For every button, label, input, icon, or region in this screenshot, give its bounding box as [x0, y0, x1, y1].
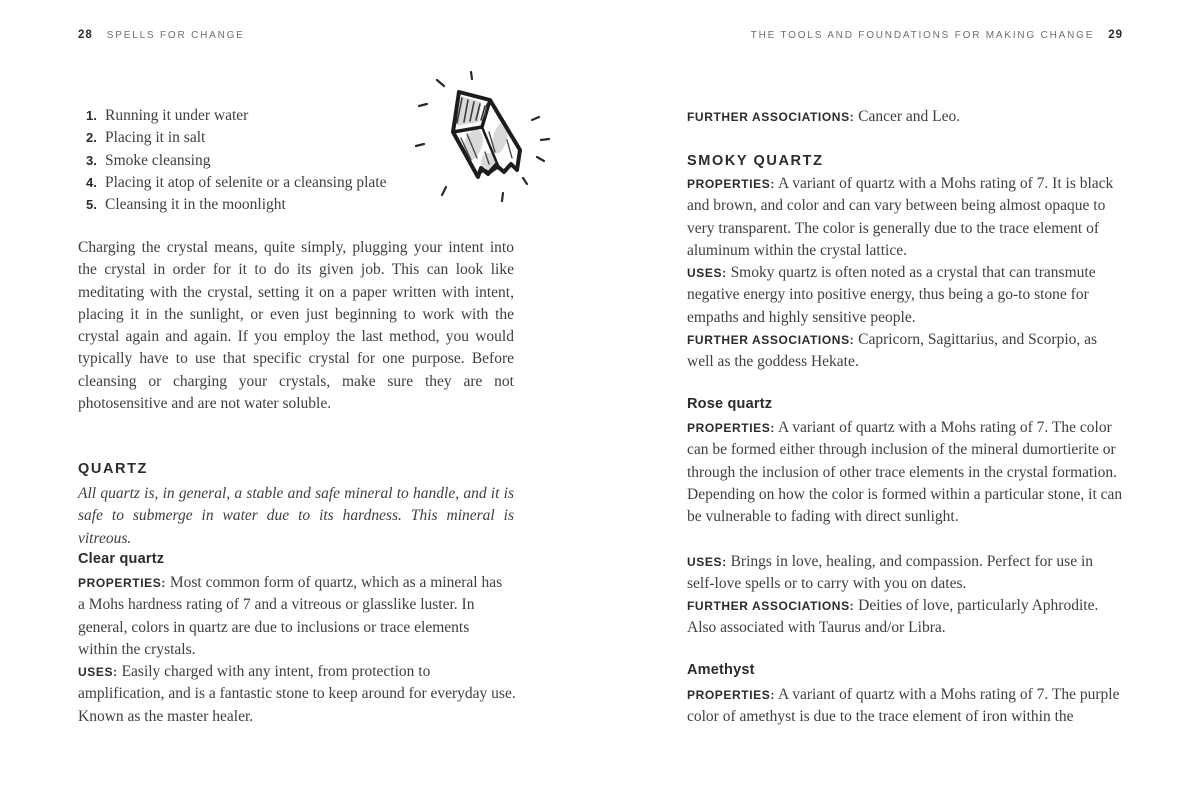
smoky-quartz-uses [687, 262, 1123, 329]
clear-quartz-further-associations [687, 106, 1123, 128]
further-associations-label: FURTHER ASSOCIATIONS: [687, 599, 855, 613]
rose-quartz-uses [687, 551, 1107, 596]
clear-quartz-properties [78, 572, 508, 661]
list-item-text: Placing it atop of selenite or a cleansing plate [105, 173, 387, 191]
right-running-head [687, 29, 1123, 41]
left-running-head-title: SPELLS FOR CHANGE [106, 30, 245, 41]
uses-label: USES: [687, 266, 727, 280]
left-running-head [78, 29, 245, 41]
clear-quartz-uses [78, 661, 518, 728]
list-item-text: Smoke cleansing [105, 151, 211, 169]
uses-text: Easily charged with any intent, from protection to amplification, and is a fantastic stone to keep around for everyday use. Known as the master healer. [78, 663, 516, 725]
list-item-text: Placing it in salt [105, 129, 206, 147]
list-item-number: 4. [86, 174, 97, 190]
properties-label: PROPERTIES: [687, 688, 775, 702]
list-item-number: 1. [86, 108, 97, 123]
uses-text: Smoky quartz is often noted as a crystal that can transmute negative energy into positive energy, thus being a go-to stone for empaths and highly sensitive people. [687, 264, 1096, 326]
list-item-number: 3. [86, 152, 97, 168]
list-item-text: Cleansing it in the moonlight [105, 196, 286, 214]
amethyst-properties [687, 684, 1123, 729]
charging-paragraph: Charging the crystal means, quite simply, plugging your intent into the crystal in order for it to do its given job. This can look like meditating with the crystal, setting it on a paper written with intent, placing it in the sunlight, or even just beginning to work with the crystal again and again. If you employ the last method, you would typically have to use that specific crystal for one purpose. Before cleansing or charging your crystals, make sure they are not photosensitive and are not water soluble. [78, 239, 514, 413]
properties-label: PROPERTIES: [687, 177, 775, 191]
left-page-number: 28 [78, 29, 93, 41]
uses-label: USES: [687, 555, 727, 569]
further-associations-text: Deities of love, particularly Aphrodite. Also associated with Taurus and/or Libra. [687, 597, 1099, 637]
properties-label: PROPERTIES: [687, 421, 775, 435]
rose-quartz-further-associations [687, 595, 1127, 640]
list-item-text: Running it under water [105, 107, 249, 124]
uses-label: USES: [78, 665, 118, 679]
further-associations-label: FURTHER ASSOCIATIONS: [687, 110, 855, 124]
smoky-quartz-properties [687, 173, 1123, 262]
list-item-number: 2. [86, 130, 97, 146]
quartz-intro: All quartz is, in general, a stable and safe mineral to handle, and it is safe to submerge in water due to its hardness. This mineral is vitreous. [78, 485, 514, 547]
list-item-number: 5. [86, 197, 97, 213]
properties-text: A variant of quartz with a Mohs rating of 7. It is black and brown, and color and can vary between being almost opaque to very transparent. The color is generally due to the trace element of aluminum within the crystal lattice. [687, 175, 1114, 259]
right-running-head-title: THE TOOLS AND FOUNDATIONS FOR MAKING CHANGE [750, 30, 1095, 41]
quartz-section-heading: QUARTZ [78, 461, 149, 477]
properties-label: PROPERTIES: [78, 576, 166, 590]
smoky-quartz-further-associations [687, 329, 1127, 374]
crystal-illustration [415, 60, 555, 220]
properties-text: Most common form of quartz, which as a mineral has a Mohs hardness rating of 7 and a vitreous or glasslike luster. In general, colors in quartz are due to inclusions or trace elements within the crystals. [78, 574, 503, 658]
amethyst-heading: Amethyst [687, 662, 755, 678]
properties-text: A variant of quartz with a Mohs rating of 7. The color can be formed either through inclusion of the mineral dumortierite or through the inclusion of other trace elements in the crystal formation. Depending on how the color is formed within a particular stone, it can be vulnerable to fading with direct sunlight. [687, 419, 1123, 526]
further-associations-text: Capricorn, Sagittarius, and Scorpio, as well as the goddess Hekate. [687, 331, 1098, 371]
clear-quartz-heading: Clear quartz [78, 551, 165, 567]
further-associations-label: FURTHER ASSOCIATIONS: [687, 333, 855, 347]
uses-text: Brings in love, healing, and compassion. Perfect for use in self-love spells or to carry with you on dates. [687, 553, 1094, 593]
smoky-quartz-heading: SMOKY QUARTZ [687, 153, 824, 169]
properties-text: A variant of quartz with a Mohs rating of 7. The purple color of amethyst is due to the trace element of iron within the [687, 686, 1120, 726]
right-page-number: 29 [1108, 29, 1123, 41]
further-associations-text: Cancer and Leo. [858, 108, 961, 125]
rose-quartz-properties [687, 417, 1123, 528]
rose-quartz-heading: Rose quartz [687, 396, 773, 412]
